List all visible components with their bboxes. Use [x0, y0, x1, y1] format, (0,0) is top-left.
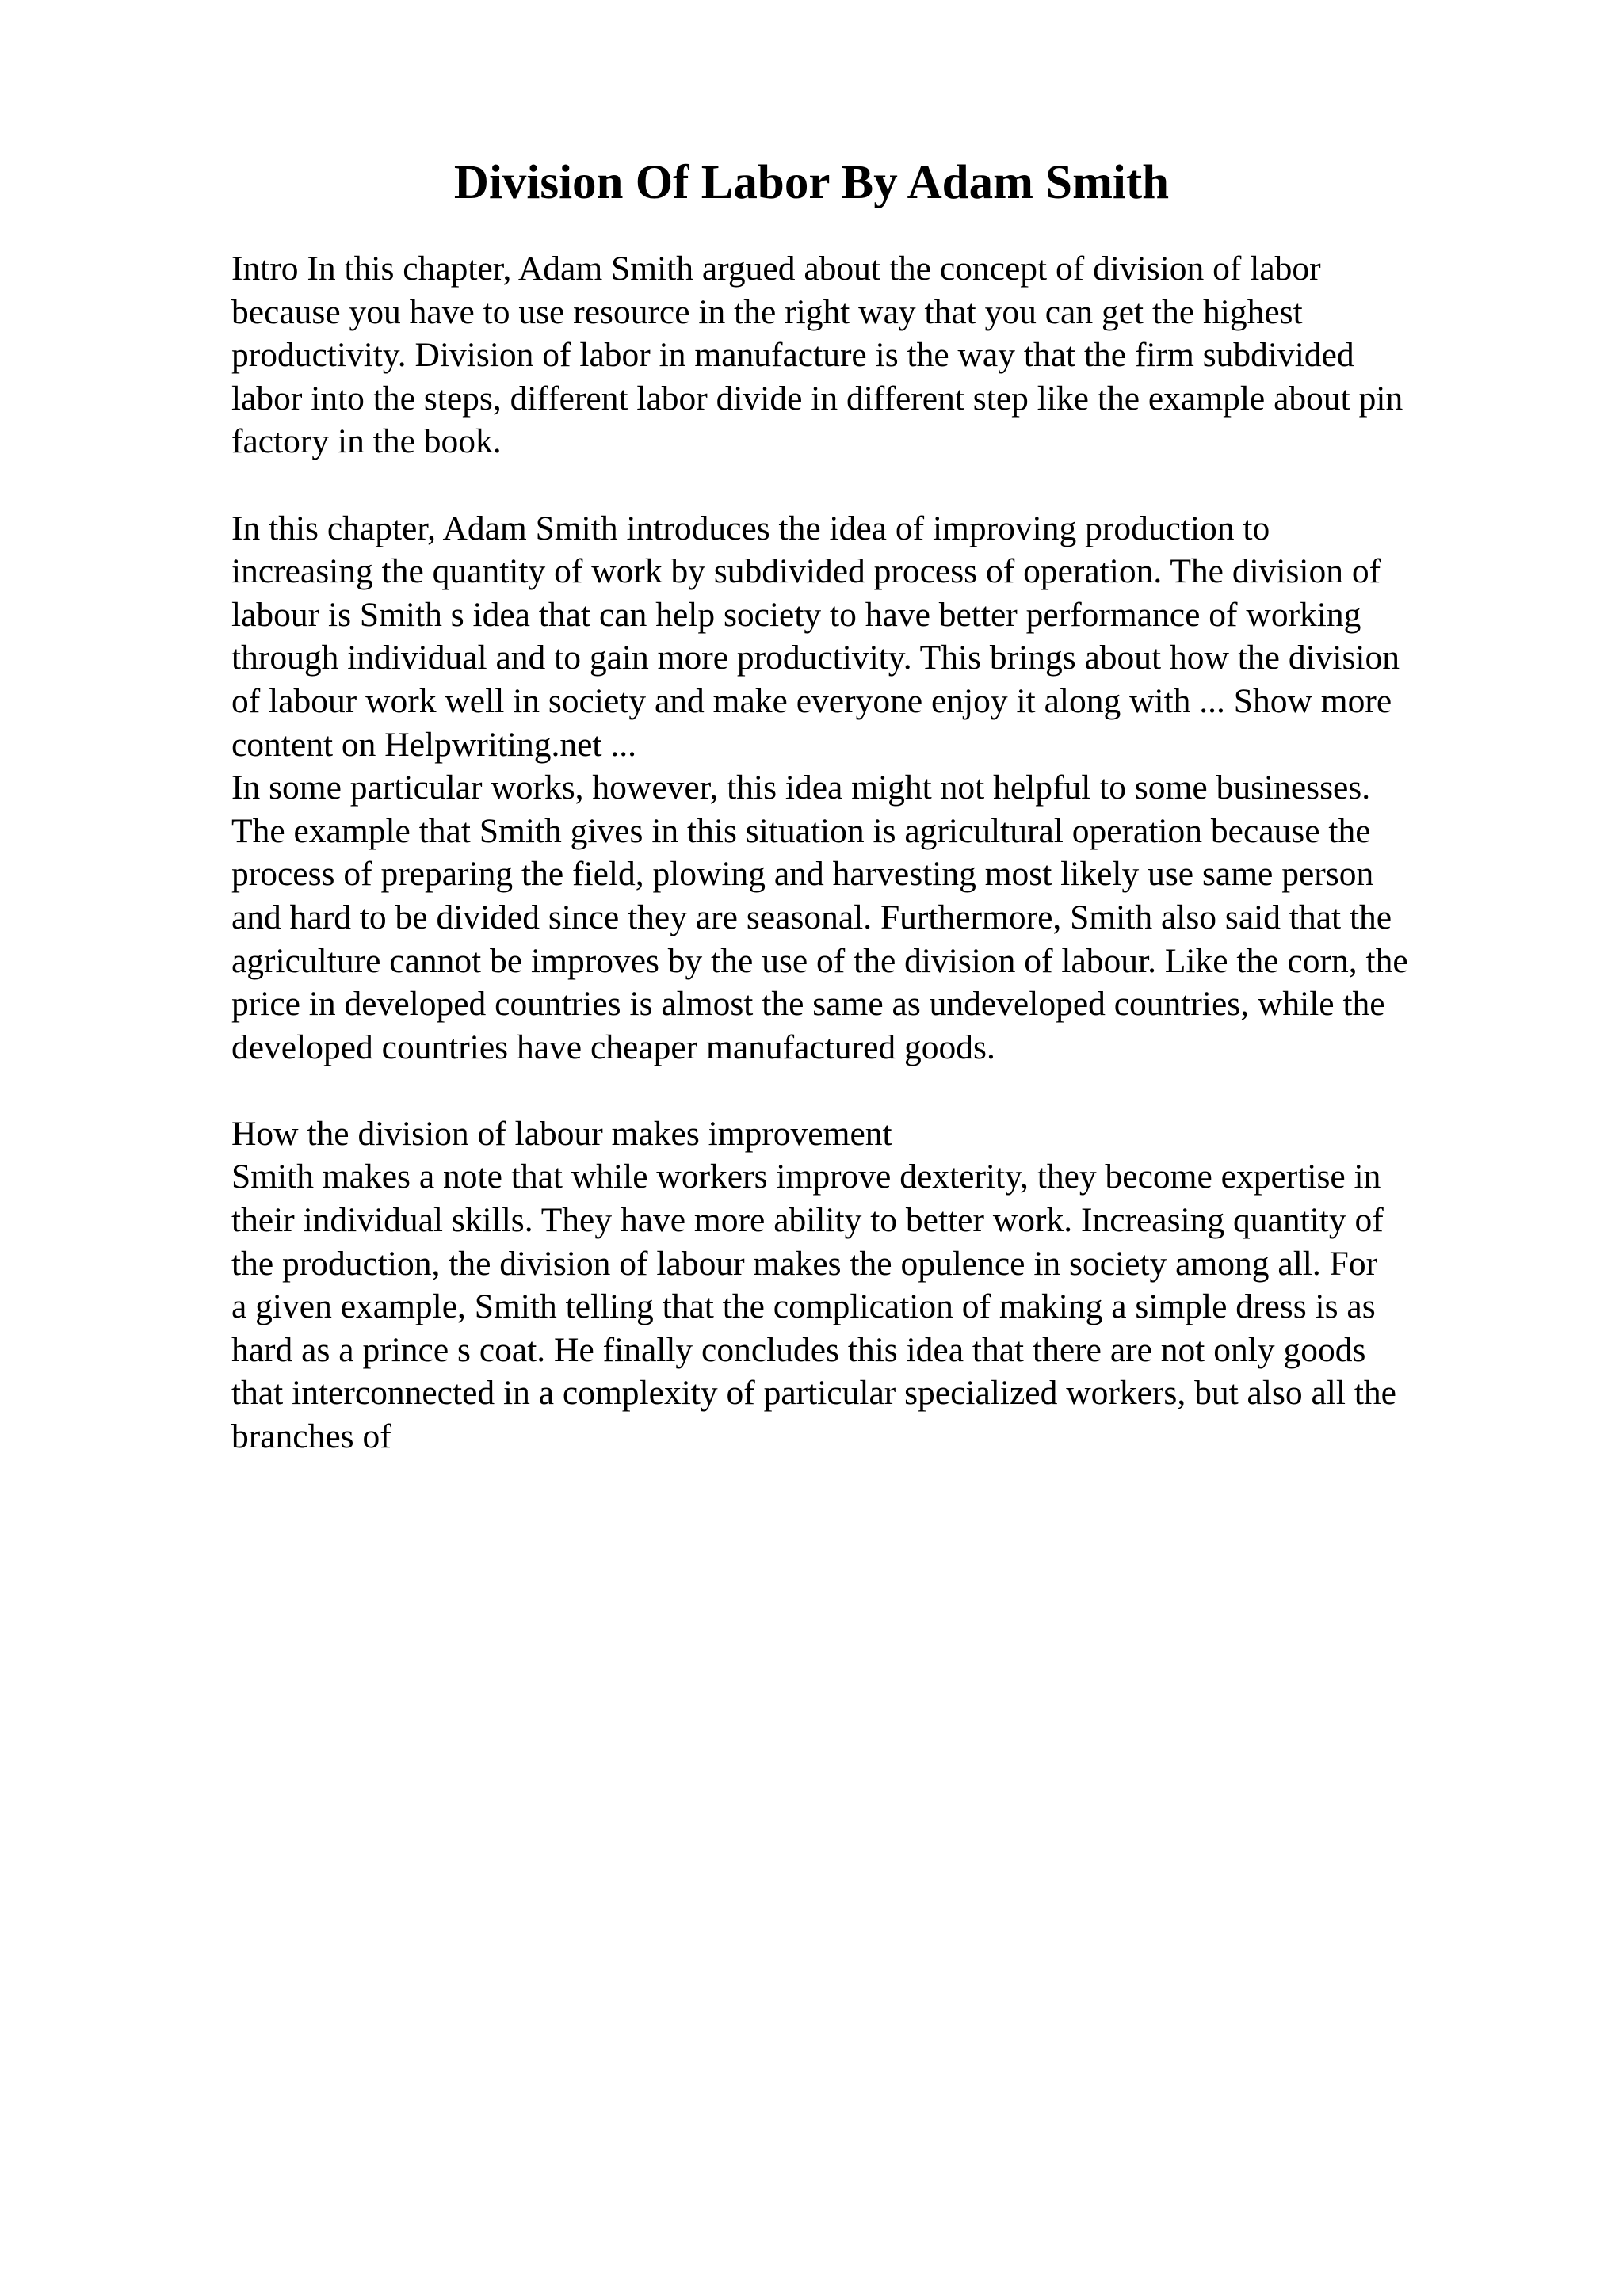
paragraph-gap — [231, 463, 1515, 507]
text-line: In this chapter, Adam Smith introduces the idea of improving production to — [231, 509, 1270, 547]
text-line: of labour work well in society and make everyone enjoy it along with ... Show more — [231, 681, 1392, 720]
text-line: their individual skills. They have more ability to better work. Increasing quantity of — [231, 1201, 1384, 1240]
paragraph-improvement — [231, 1112, 1515, 1459]
text-line: In some particular works, however, this idea might not helpful to some businesses. — [231, 769, 1371, 807]
text-line: productivity. Division of labor in manufacture is the way that the firm subdivided — [231, 336, 1354, 375]
text-line: branches of — [231, 1417, 391, 1456]
paragraph-production — [231, 507, 1515, 1070]
text-line: a given example, Smith telling that the complication of making a simple dress is as — [231, 1287, 1376, 1326]
text-line: increasing the quantity of work by subdivided process of operation. The division of — [231, 552, 1381, 591]
text-line: How the division of labour makes improvement — [231, 1114, 892, 1153]
document-title: Division Of Labor By Adam Smith — [453, 156, 1170, 209]
text-line: hard as a prince s coat. He finally concludes this idea that there are not only goods — [231, 1330, 1366, 1369]
text-line: and hard to be divided since they are seasonal. Furthermore, Smith also said that the — [231, 898, 1392, 936]
text-line: factory in the book. — [231, 422, 502, 461]
text-line: the production, the division of labour makes the opulence in society among all. For — [231, 1244, 1378, 1283]
text-line: labour is Smith s idea that can help society to have better performance of working — [231, 595, 1361, 634]
text-line: agriculture cannot be improves by the use of the division of labour. Like the corn, the — [231, 941, 1408, 980]
text-line: that interconnected in a complexity of particular specialized workers, but also all the — [231, 1374, 1396, 1413]
text-line: content on Helpwriting.net ... — [231, 725, 637, 764]
text-line: The example that Smith gives in this situation is agricultural operation because the — [231, 811, 1371, 850]
text-line: developed countries have cheaper manufactured goods. — [231, 1028, 995, 1066]
text-line: process of preparing the field, plowing and harvesting most likely use same person — [231, 855, 1374, 894]
text-line: through individual and to gain more productivity. This brings about how the division — [231, 639, 1400, 677]
text-line: labor into the steps, different labor divide in different step like the example about pin — [231, 379, 1403, 418]
text-line: price in developed countries is almost the same as undeveloped countries, while the — [231, 985, 1385, 1024]
text-line: Smith makes a note that while workers improve dexterity, they become expertise in — [231, 1158, 1381, 1196]
text-line: because you have to use resource in the right way that you can get the highest — [231, 292, 1303, 331]
text-line: Intro In this chapter, Adam Smith argued about the concept of division of labor — [231, 250, 1321, 288]
paragraph-intro — [231, 247, 1515, 463]
document-body — [231, 247, 1515, 1459]
paragraph-gap — [231, 1069, 1515, 1112]
